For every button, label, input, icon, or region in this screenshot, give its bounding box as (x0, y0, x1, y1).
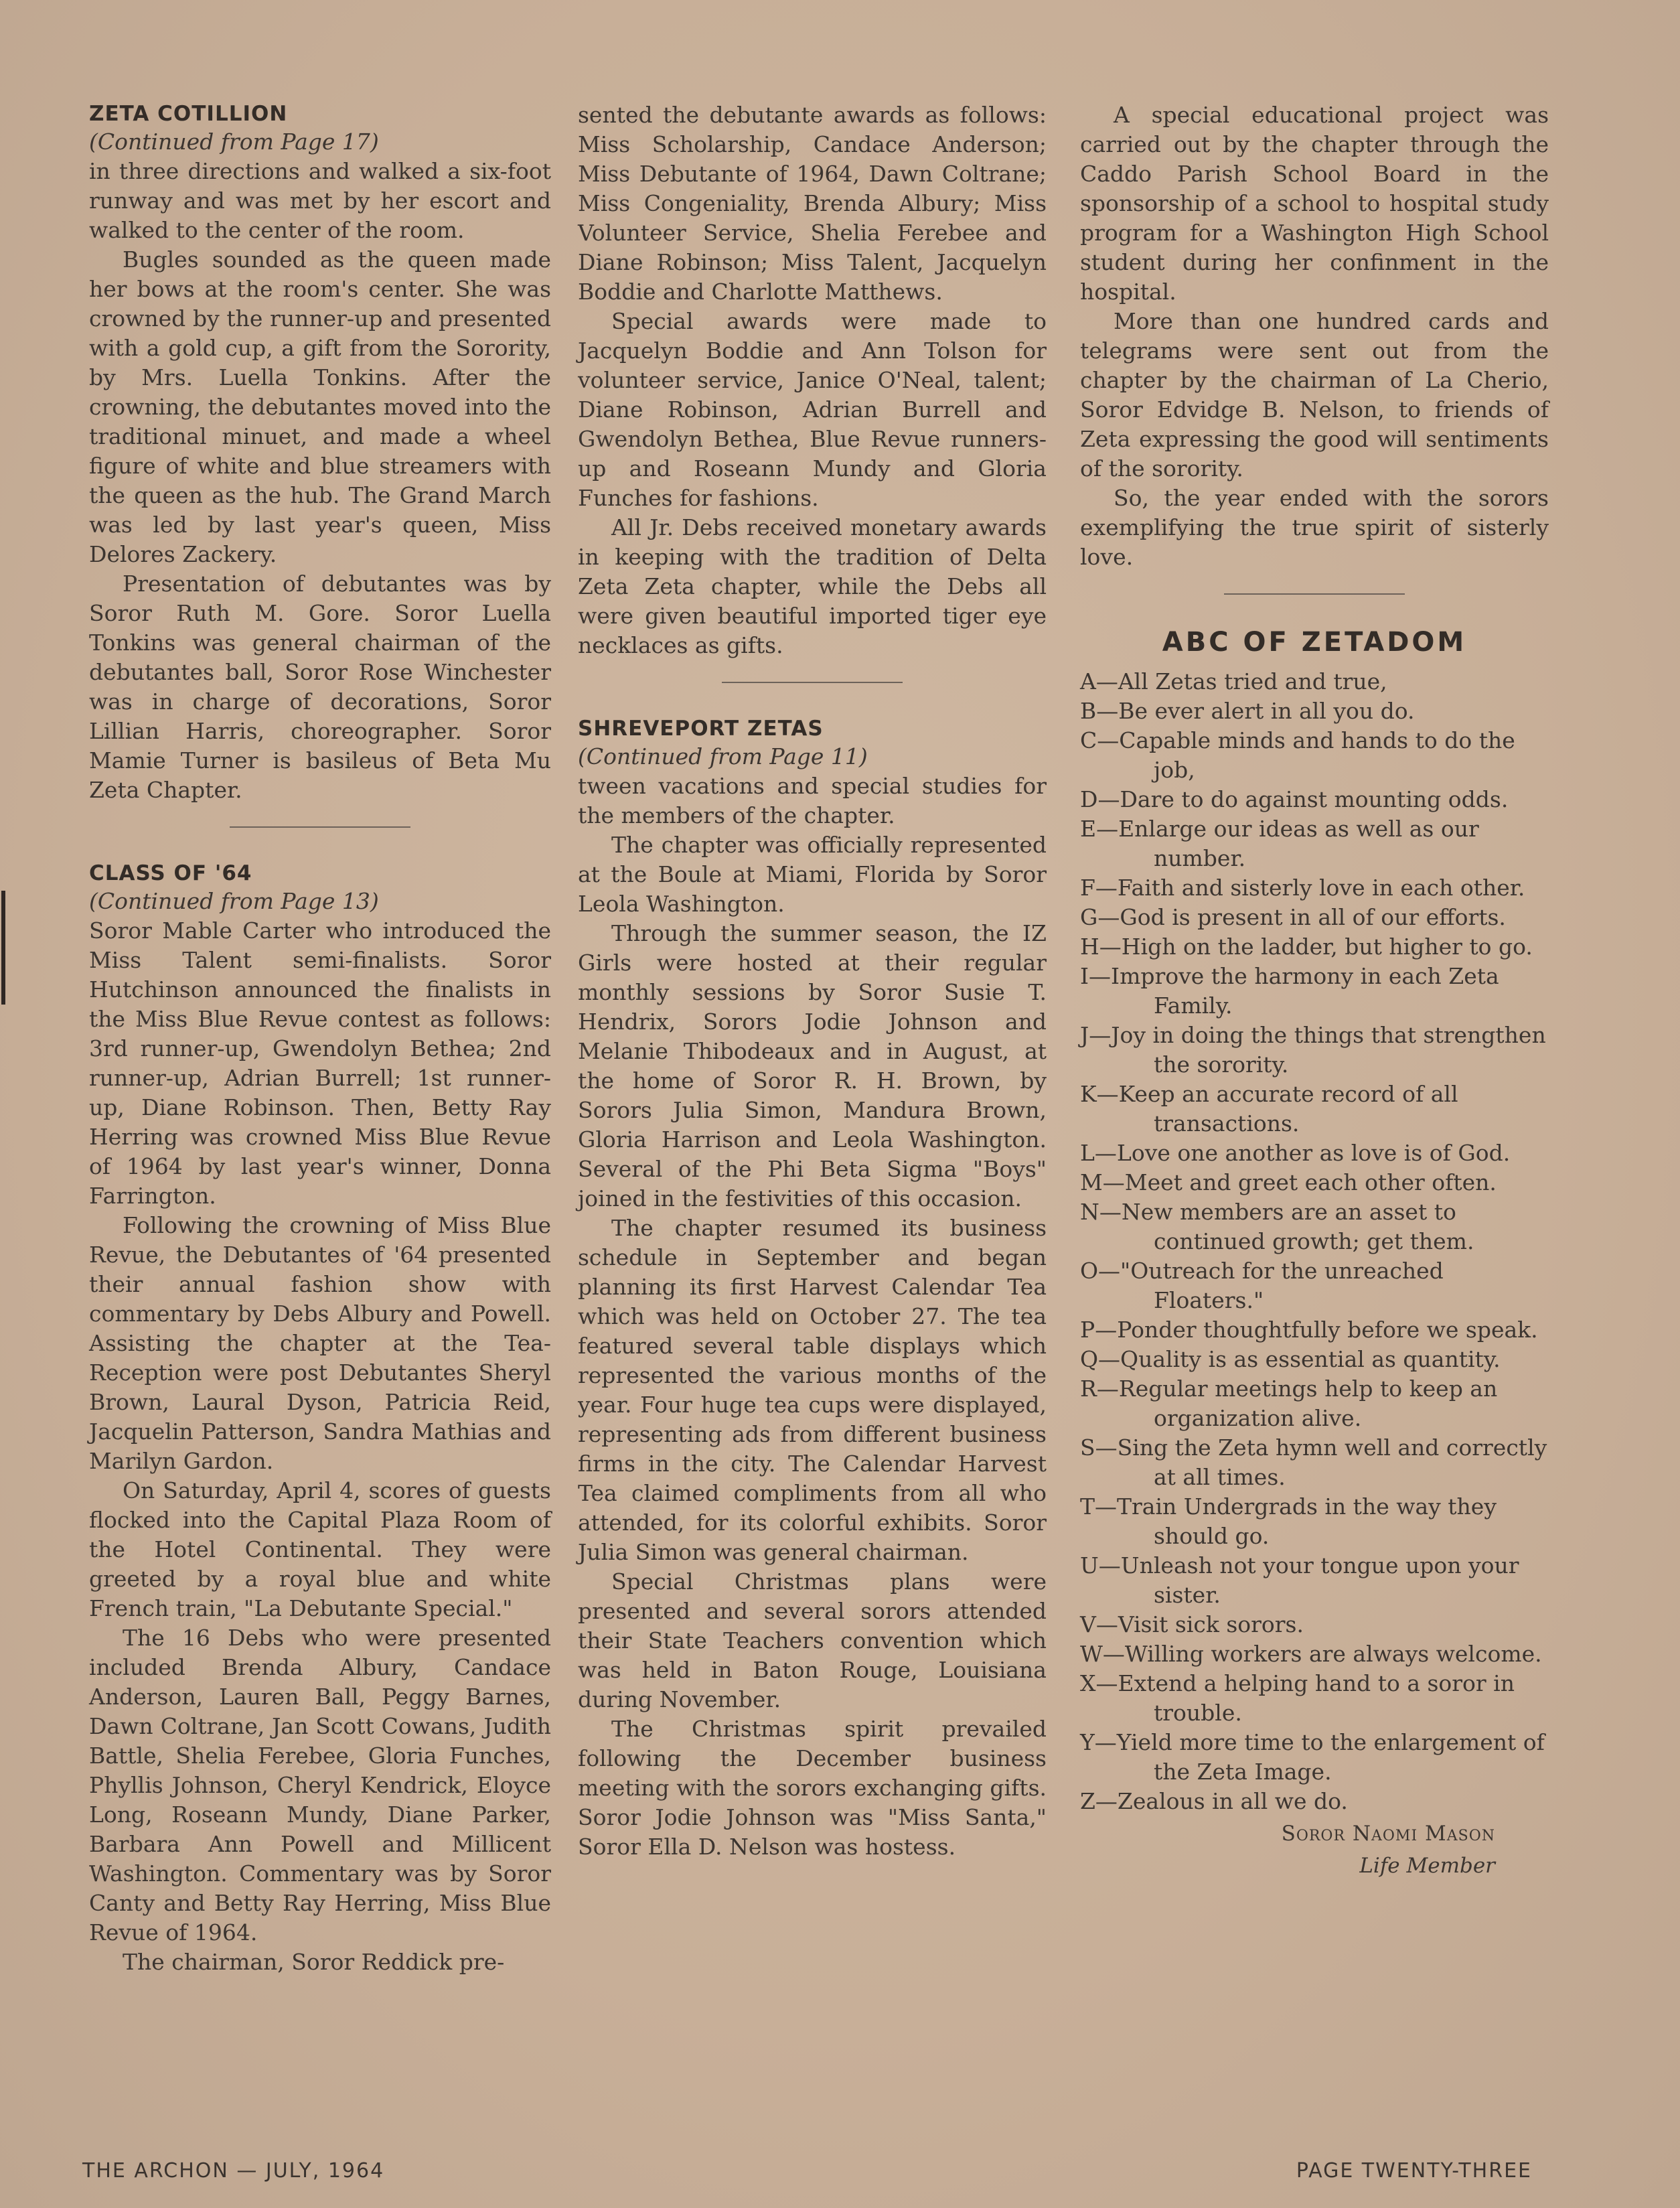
abc-line: Y—Yield more time to the enlargement of the Zeta Image. (1080, 1729, 1545, 1785)
scan-edge-mark (1, 891, 5, 1005)
abc-line: R—Regular meetings help to keep an organization alive. (1080, 1376, 1498, 1431)
abc-line: L—Love one another as love is of God. (1080, 1140, 1511, 1166)
footer-page-number: PAGE TWENTY-THREE (1296, 2159, 1532, 2183)
article-paragraph: All Jr. Debs received monetary awards in keeping with the tradition of Delta Zeta Zeta chapter, while the Debs all were given beautiful imported tiger eye necklaces as gifts. (578, 514, 1047, 658)
abc-line: P—Ponder thoughtfully before we speak. (1080, 1317, 1538, 1343)
article-paragraph: So, the year ended with the sorors exemplifying the true spirit of sisterly love. (1080, 485, 1549, 570)
class-of-64-heading: CLASS OF '64 (89, 861, 252, 885)
article-paragraph: Presentation of debutantes was by Soror Ruth M. Gore. Soror Luella Tonkins was general chairman of the debutantes ball, Soror Rose Winchester was in charge of decorations, Soror Lillian Harris, choreographer. Soror Mamie Turner is basileus of Beta Mu Zeta Chapter. (89, 571, 551, 803)
article-paragraph: Special awards were made to Jacquelyn Boddie and Ann Tolson for volunteer service, Janice O'Neal, talent; Diane Robinson, Adrian Burrell and Gwendolyn Bethea, Blue Revue runners-up and Roseann Mundy and Gloria Funches for fashions. (578, 308, 1047, 511)
abc-line: M—Meet and greet each other often. (1080, 1169, 1497, 1195)
shreveport-zetas-heading: SHREVEPORT ZETAS (578, 717, 824, 741)
article-paragraph: Through the summer season, the IZ Girls were hosted at their regular monthly sessions by Soror Susie T. Hendrix, Sorors Jodie Johnson and Melanie Thibodeaux and in August, at the home of Soror R. H. Brown, by Sorors Julia Simon, Mandura Brown, Gloria Harrison and Leola Washington. Several of the Phi Beta Sigma "Boys" joined in the festivities of this occasion. (578, 920, 1047, 1211)
column-3 (1080, 100, 1549, 1881)
article-paragraph: The chapter was officially represented at the Boule at Miami, Florida by Soror Leola Washington. (578, 832, 1047, 917)
abc-line: W—Willing workers are always welcome. (1080, 1641, 1542, 1667)
section-divider (230, 826, 410, 828)
abc-line: S—Sing the Zeta hymn well and correctly at all times. (1080, 1434, 1547, 1490)
abc-line: Z—Zealous in all we do. (1080, 1788, 1348, 1814)
abc-line: C—Capable minds and hands to do the job, (1080, 727, 1515, 783)
abc-line: H—High on the ladder, but higher to go. (1080, 934, 1533, 960)
article-paragraph: The chapter resumed its business schedule in September and began planning its first Harvest Calendar Tea which was held on October 27. The tea featured several table displays which represented the various months of the year. Four huge tea cups were displayed, representing ads from different business firms in the city. The Calendar Harvest Tea claimed compliments from all who attended, for its colorful exhibits. Soror Julia Simon was general chairman. (578, 1215, 1047, 1565)
abc-line: T—Train Undergrads in the way they should go. (1080, 1493, 1497, 1549)
abc-line: U—Unleash not your tongue upon your sister. (1080, 1552, 1519, 1608)
article-paragraph: Soror Mable Carter who introduced the Miss Talent semi-finalists. Soror Hutchinson announced the finalists in the Miss Blue Revue contest as follows: 3rd runner-up, Gwendolyn Bethea; 2nd runner-up, Adrian Burrell; 1st runner-up, Diane Robinson. Then, Betty Ray Herring was crowned Miss Blue Revue of 1964 by last year's winner, Donna Farrington. (89, 917, 551, 1209)
abc-line: Q—Quality is as essential as quantity. (1080, 1346, 1501, 1372)
abc-line: N—New members are an asset to continued growth; get them. (1080, 1199, 1474, 1254)
author-title: Life Member (1359, 1854, 1495, 1878)
article-paragraph: More than one hundred cards and telegrams were sent out from the chapter by the chairman of La Cherio, Soror Edvidge B. Nelson, to friends of Zeta expressing the good will sentiments of the sorority. (1080, 308, 1549, 482)
abc-line: I—Improve the harmony in each Zeta Family. (1080, 963, 1499, 1019)
abc-line: O—"Outreach for the unreached Floaters." (1080, 1258, 1444, 1313)
abc-line: F—Faith and sisterly love in each other. (1080, 875, 1525, 901)
footer-publication: THE ARCHON — JULY, 1964 (82, 2159, 385, 2183)
abc-line: V—Visit sick sorors. (1080, 1611, 1304, 1637)
abc-line: E—Enlarge our ideas as well as our number. (1080, 816, 1479, 871)
abc-line: A—All Zetas tried and true, (1080, 668, 1387, 694)
author-name: Soror Naomi Mason (1281, 1822, 1495, 1846)
article-paragraph: The 16 Debs who were presented included Brenda Albury, Candace Anderson, Lauren Ball, Peggy Barnes, Dawn Coltrane, Jan Scott Cowans, Judith Battle, Shelia Ferebee, Gloria Funches, Phyllis Johnson, Cheryl Kendrick, Eloyce Long, Roseann Mundy, Diane Parker, Barbara Ann Powell and Millicent Washington. Commentary was by Soror Canty and Betty Ray Herring, Miss Blue Revue of 1964. (89, 1625, 551, 1945)
article-paragraph: The Christmas spirit prevailed following the December business meeting with the sorors exchanging gifts. Soror Jodie Johnson was "Miss Santa," Soror Ella D. Nelson was hostess. (578, 1716, 1047, 1860)
zeta-cotillion-continued: (Continued from Page 17) (89, 129, 379, 155)
abc-of-zetadom-title: ABC OF ZETADOM (1162, 627, 1467, 658)
article-paragraph: On Saturday, April 4, scores of guests flocked into the Capital Plaza Room of the Hotel Continental. They were greeted by a royal blue and white French train, "La Debutante Special." (89, 1477, 551, 1621)
section-divider (722, 682, 903, 683)
column-1 (89, 100, 551, 1977)
section-divider (1224, 593, 1405, 595)
article-paragraph: Bugles sounded as the queen made her bows at the room's center. She was crowned by the runner-up and presented with a gold cup, a gift from the Sorority, by Mrs. Luella Tonkins. After the crowning, the debutantes moved into the traditional minuet, and made a wheel figure of white and blue streamers with the queen as the hub. The Grand March was led by last year's queen, Miss Delores Zackery. (89, 246, 551, 567)
abc-line: J—Joy in doing the things that strengthen the sorority. (1080, 1022, 1546, 1078)
abc-line: K—Keep an accurate record of all transactions. (1080, 1081, 1458, 1136)
column-2 (578, 100, 1047, 1862)
class-of-64-continued: (Continued from Page 13) (89, 888, 379, 914)
abc-line: G—God is present in all of our efforts. (1080, 904, 1506, 930)
abc-line: D—Dare to do against mounting odds. (1080, 786, 1509, 812)
abc-line: B—Be ever alert in all you do. (1080, 698, 1415, 724)
article-paragraph: Special Christmas plans were presented and several sorors attended their State Teachers convention which was held in Baton Rouge, Louisiana during November. (578, 1568, 1047, 1712)
article-paragraph: Following the crowning of Miss Blue Revue, the Debutantes of '64 presented their annual fashion show with commentary by Debs Albury and Powell. Assisting the chapter at the Tea-Reception were post Debutantes Sheryl Brown, Laural Dyson, Patricia Reid, Jacquelin Patterson, Sandra Mathias and Marilyn Gardon. (89, 1212, 551, 1474)
article-paragraph: A special educational project was carried out by the chapter through the Caddo Parish School Board in the sponsorship of a school to hospital study program for a Washington High School student during her confinment in the hospital. (1080, 102, 1549, 305)
shreveport-zetas-continued: (Continued from Page 11) (578, 743, 868, 769)
abc-list (1080, 667, 1549, 1816)
article-paragraph: sented the debutante awards as follows: Miss Scholarship, Candace Anderson; Miss Debutante of 1964, Dawn Coltrane; Miss Congeniality, Brenda Albury; Miss Volunteer Service, Shelia Ferebee and Diane Robinson; Miss Talent, Jacquelyn Boddie and Charlotte Matthews. (578, 102, 1047, 305)
article-paragraph: in three directions and walked a six-foot runway and was met by her escort and walked to the center of the room. (89, 158, 551, 243)
abc-line: X—Extend a helping hand to a soror in trouble. (1080, 1670, 1515, 1726)
article-paragraph: The chairman, Soror Reddick pre- (123, 1949, 505, 1975)
article-paragraph: tween vacations and special studies for the members of the chapter. (578, 773, 1047, 828)
zeta-cotillion-heading: ZETA COTILLION (89, 102, 288, 126)
